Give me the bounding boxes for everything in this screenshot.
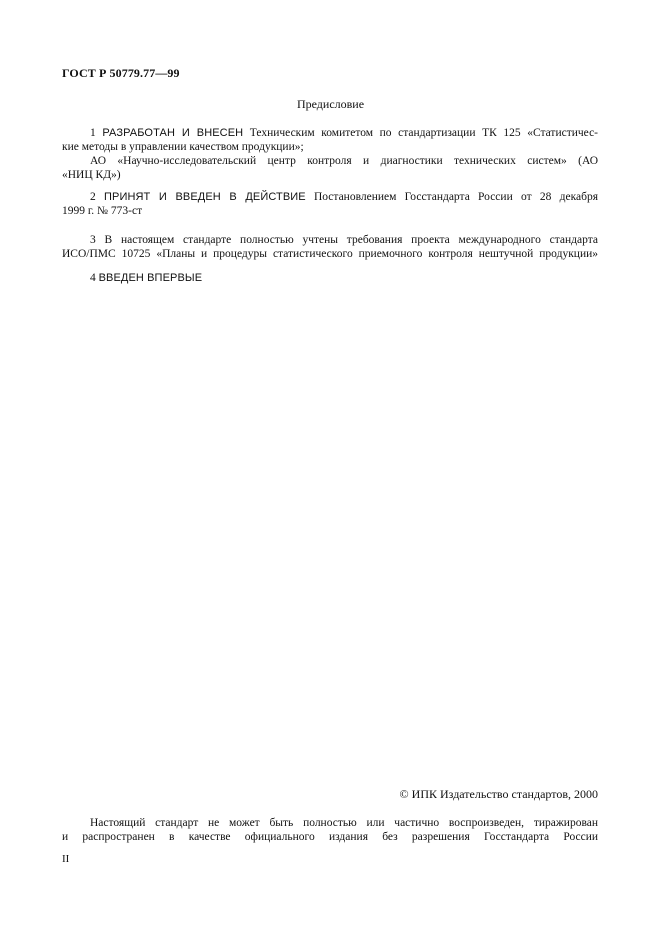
item-1-line-1 <box>62 126 598 140</box>
item-1-line-2: кие методы в управлении качеством продукции»; <box>62 141 304 153</box>
item-2-line-2: 1999 г. № 773-ст <box>62 205 143 217</box>
notice-line-1: Настоящий стандарт не может быть полностью или частично воспроизведен, тиражирован <box>90 817 598 829</box>
item-3-paragraph <box>62 233 598 261</box>
item-1-paragraph <box>62 126 598 154</box>
item-2-caps: ПРИНЯТ И ВВЕДЕН В ДЕЙСТВИЕ <box>104 191 306 203</box>
item-3-line-1: 3 В настоящем стандарте полностью учтены требования проекта международного стандарта <box>90 234 598 246</box>
item-4-line-1 <box>62 271 598 285</box>
item-4-number: 4 <box>90 272 96 284</box>
organization-line-1: АО «Научно-исследовательский центр контроля и диагностики технических систем» (АО <box>90 155 598 167</box>
organization-line-2: «НИЦ КД») <box>62 169 121 181</box>
item-1-caps: РАЗРАБОТАН И ВНЕСЕН <box>102 127 244 139</box>
item-1-number: 1 <box>90 127 96 139</box>
page-number: II <box>62 853 70 865</box>
item-1-organization <box>62 154 598 182</box>
item-2-number: 2 <box>90 191 96 203</box>
item-2-paragraph <box>62 190 598 218</box>
item-2-line-1 <box>62 190 598 204</box>
copyright-notice: © ИПК Издательство стандартов, 2000 <box>399 787 598 801</box>
page-title: Предисловие <box>296 97 365 111</box>
item-2-text: Постановлением Госстандарта России от 28 декабря <box>313 191 598 203</box>
item-1-text: Техническим комитетом по стандартизации ТК 125 «Статистичес- <box>249 127 599 139</box>
reproduction-notice <box>62 816 598 844</box>
item-3-line-2: ИСО/ПМС 10725 «Планы и процедуры статистического приемочного контроля нештучной продукции» <box>62 248 598 260</box>
item-4-paragraph <box>62 271 598 285</box>
notice-line-2: и распространен в качестве официального издания без разрешения Госстандарта России <box>62 831 598 843</box>
item-4-caps: ВВЕДЕН ВПЕРВЫЕ <box>98 272 203 284</box>
document-code: ГОСТ Р 50779.77—99 <box>62 66 180 80</box>
